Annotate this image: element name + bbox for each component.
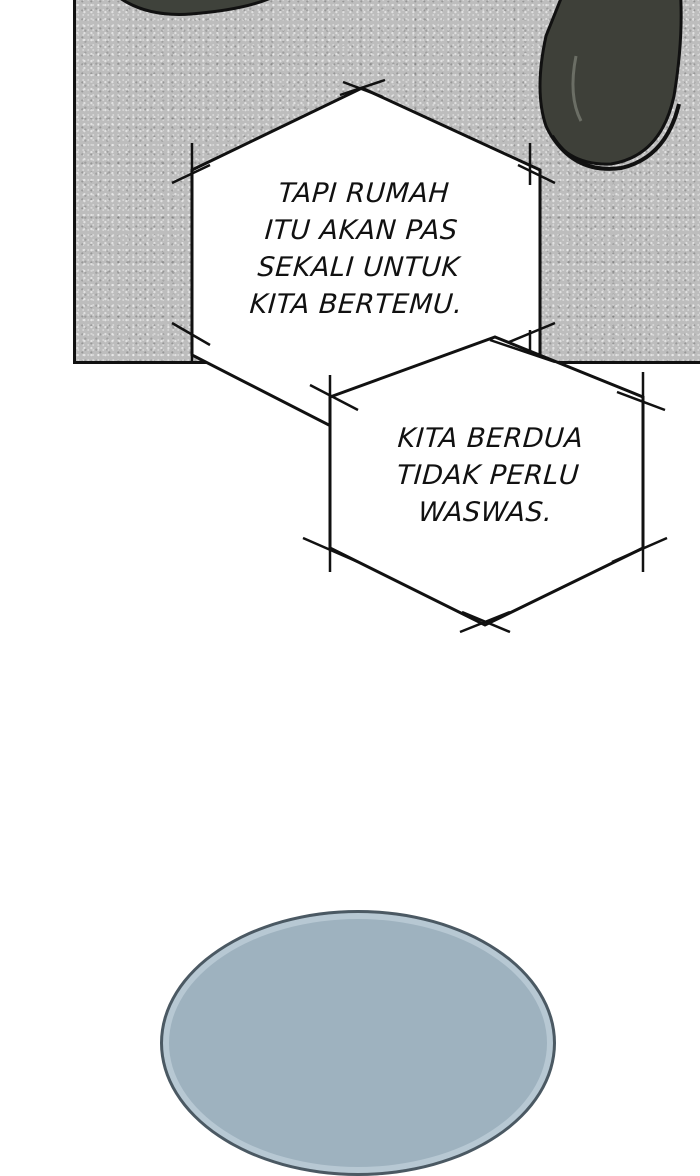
- bubble-1-line-4: KITA BERTEMU.: [248, 289, 464, 320]
- bubble-2-line-3: WASWAS.: [417, 497, 554, 528]
- bubble-1-line-3: SEKALI UNTUK: [256, 252, 461, 283]
- bubble-1-line-1: TAPI RUMAH: [277, 178, 451, 209]
- bottom-speech-balloon: [160, 910, 556, 1176]
- bubble-2-line-2: TIDAK PERLU: [395, 460, 581, 491]
- speech-bubble-2-text: [374, 420, 602, 531]
- speech-bubble-1-text: [245, 175, 475, 323]
- bubble-2-line-1: KITA BERDUA: [396, 423, 585, 454]
- bubble-1-line-2: ITU AKAN PAS: [263, 215, 459, 246]
